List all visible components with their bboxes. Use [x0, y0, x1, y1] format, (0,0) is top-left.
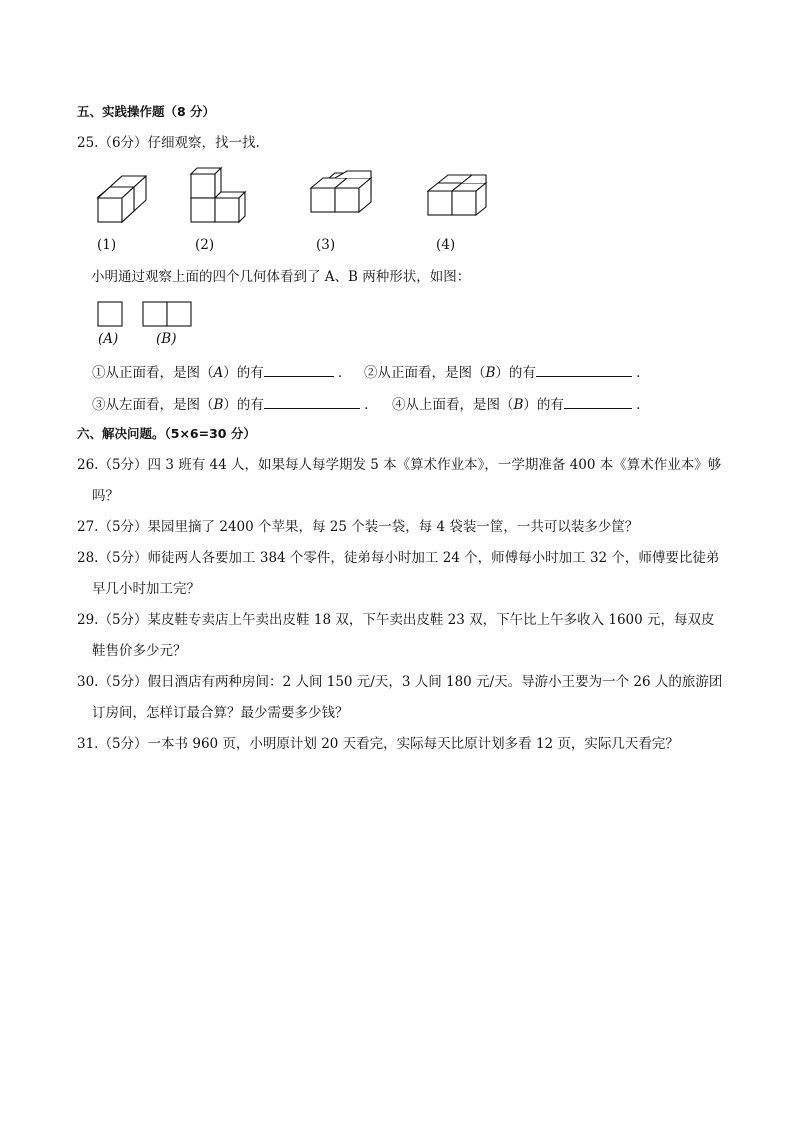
answer-blank-2[interactable] — [536, 362, 632, 377]
shape-label-b: (B) — [156, 331, 177, 347]
blank-item-4: ④从上面看，是图（B）的有 ． — [392, 394, 650, 414]
section-heading-6: 六、解决问题。（5×6=30 分） — [77, 426, 256, 441]
figure-3-solid — [311, 171, 371, 212]
answer-blank-1[interactable] — [264, 362, 334, 377]
question-26-line1: 26.（5分）四 3 班有 44 人，如果每人每学期发 5 本《算术作业本》，一学期准备 400 本《算术作业本》够 — [77, 457, 722, 473]
question-29-line1: 29.（5分）某皮鞋专卖店上午卖出皮鞋 18 双，下午卖出皮鞋 23 双，下午比上午多收入 1600 元，每双皮 — [77, 612, 715, 628]
shape-label-a: (A) — [98, 331, 119, 347]
blank-item-3: ③从左面看，是图（B）的有 ． — [92, 394, 378, 414]
question-26-line2: 吗？ — [92, 488, 119, 504]
question-30-line2: 订房间，怎样订最合算？最少需要多少钱？ — [92, 705, 349, 721]
question-25-stem: 25.（6分）仔细观察，找一找. — [77, 135, 260, 151]
blank-item-2: ②从正面看，是图（B）的有 ． — [364, 362, 650, 382]
cube-figures — [0, 163, 794, 253]
question-28-line2: 早几小时加工完？ — [92, 581, 200, 597]
figure-4-solid — [428, 175, 486, 215]
question-27: 27.（5分）果园里摘了 2400 个苹果，每 25 个装一袋，每 4 袋装一筐，一共可以装多少筐？ — [77, 519, 639, 535]
shape-b-right-square — [167, 302, 191, 326]
shape-b-left-square — [143, 302, 167, 326]
figure-label-3: (3) — [316, 237, 336, 253]
question-28-line1: 28.（5分）师徒两人各要加工 384 个零件，徒弟每小时加工 24 个，师傅每小时加工 32 个，师傅要比徒弟 — [77, 550, 720, 566]
answer-blank-3[interactable] — [264, 394, 360, 409]
figure-label-2: (2) — [195, 237, 215, 253]
figure-1-solid — [98, 176, 146, 222]
question-25-intro: 小明通过观察上面的四个几何体看到了 A、B 两种形状，如图： — [91, 269, 471, 285]
shape-a-square — [98, 302, 122, 326]
section-heading-5: 五、实践操作题（8 分） — [77, 104, 216, 119]
blank-item-1: ①从正面看，是图（A）的有 ． — [92, 362, 352, 382]
figure-2-solid — [191, 168, 245, 222]
figure-label-4: (4) — [436, 237, 456, 253]
question-30-line1: 30.（5分）假日酒店有两种房间：2 人间 150 元/天，3 人间 180 元/天。导游小王要为一个 26 人的旅游团 — [77, 674, 723, 690]
question-29-line2: 鞋售价多少元？ — [92, 643, 187, 659]
view-shapes — [0, 300, 200, 330]
answer-blank-4[interactable] — [564, 394, 632, 409]
figure-label-1: (1) — [97, 237, 117, 253]
question-31: 31.（5分）一本书 960 页，小明原计划 20 天看完，实际每天比原计划多看 12 页，实际几天看完？ — [77, 736, 679, 752]
